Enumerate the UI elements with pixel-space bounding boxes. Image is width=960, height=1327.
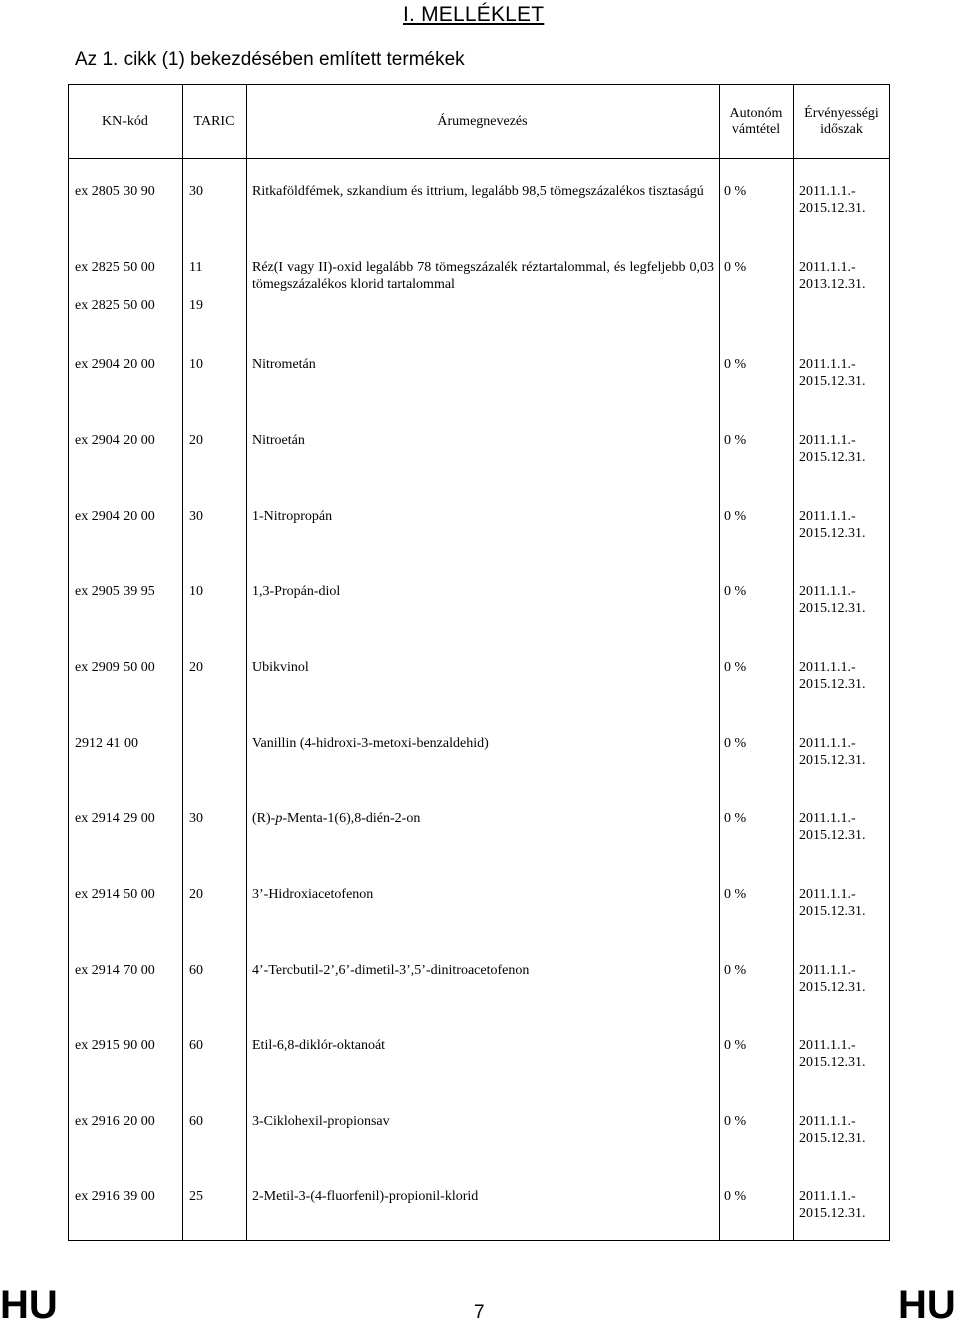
header-kn-code: KN-kód bbox=[102, 114, 148, 129]
description-cell: Réz(I vagy II)-oxid legalább 78 tömegszázalék réztartalommal, és legfeljebb 0,03 tömegszázalékos klorid tartalommal bbox=[252, 260, 714, 292]
kn-code-cell: ex 2904 20 00 bbox=[75, 357, 155, 372]
description-cell: Nitrometán bbox=[252, 357, 316, 372]
rate-cell: 0 % bbox=[724, 887, 747, 902]
validity-from-cell: 2011.1.1.- bbox=[799, 963, 856, 978]
kn-code-cell-second: ex 2825 50 00 bbox=[75, 298, 155, 313]
kn-code-cell: ex 2904 20 00 bbox=[75, 509, 155, 524]
validity-to-cell: 2015.12.31. bbox=[799, 1055, 866, 1070]
validity-from-cell: 2011.1.1.- bbox=[799, 1114, 856, 1129]
validity-from-cell: 2011.1.1.- bbox=[799, 736, 856, 751]
rate-cell: 0 % bbox=[724, 963, 747, 978]
validity-to-cell: 2015.12.31. bbox=[799, 601, 866, 616]
rate-cell: 0 % bbox=[724, 357, 747, 372]
validity-from-cell: 2011.1.1.- bbox=[799, 260, 856, 275]
validity-from-cell: 2011.1.1.- bbox=[799, 811, 856, 826]
validity-from-cell: 2011.1.1.- bbox=[799, 184, 856, 199]
taric-cell: 30 bbox=[189, 509, 203, 524]
validity-from-cell: 2011.1.1.- bbox=[799, 1189, 856, 1204]
validity-to-cell: 2015.12.31. bbox=[799, 828, 866, 843]
description-prefix: (R)- bbox=[252, 811, 276, 826]
validity-to-cell: 2015.12.31. bbox=[799, 904, 866, 919]
rate-cell: 0 % bbox=[724, 509, 747, 524]
taric-cell: 20 bbox=[189, 433, 203, 448]
column-divider-description bbox=[246, 84, 247, 1241]
kn-code-cell: ex 2905 39 95 bbox=[75, 584, 155, 599]
header-taric: TARIC bbox=[193, 114, 235, 129]
kn-code-cell: ex 2909 50 00 bbox=[75, 660, 155, 675]
description-cell: 3-Ciklohexil-propionsav bbox=[252, 1114, 390, 1129]
taric-cell: 10 bbox=[189, 584, 203, 599]
validity-to-cell: 2013.12.31. bbox=[799, 277, 866, 292]
validity-from-cell: 2011.1.1.- bbox=[799, 584, 856, 599]
description-cell: 1,3-Propán-diol bbox=[252, 584, 341, 599]
description-cell: Ubikvinol bbox=[252, 660, 309, 675]
kn-code-cell: 2912 41 00 bbox=[75, 736, 138, 751]
footer-language-code-right: HU bbox=[898, 1283, 956, 1327]
taric-cell: 60 bbox=[189, 1038, 203, 1053]
taric-cell: 11 bbox=[189, 260, 203, 275]
rate-cell: 0 % bbox=[724, 433, 747, 448]
header-rate-line1: Autonóm bbox=[729, 106, 783, 121]
validity-to-cell: 2015.12.31. bbox=[799, 201, 866, 216]
taric-cell: 60 bbox=[189, 963, 203, 978]
rate-cell: 0 % bbox=[724, 811, 747, 826]
validity-to-cell: 2015.12.31. bbox=[799, 374, 866, 389]
rate-cell: 0 % bbox=[724, 260, 747, 275]
validity-from-cell: 2011.1.1.- bbox=[799, 660, 856, 675]
validity-to-cell: 2015.12.31. bbox=[799, 1206, 866, 1221]
validity-to-cell: 2015.12.31. bbox=[799, 526, 866, 541]
validity-to-cell: 2015.12.31. bbox=[799, 450, 866, 465]
description-cell: 2-Metil-3-(4-fluorfenil)-propionil-klorid bbox=[252, 1189, 479, 1204]
footer-language-code-left: HU bbox=[0, 1283, 58, 1327]
description-cell: 3’-Hidroxiacetofenon bbox=[252, 887, 374, 902]
taric-cell: 20 bbox=[189, 887, 203, 902]
annex-title: I. MELLÉKLET bbox=[403, 3, 545, 26]
taric-cell-second: 19 bbox=[189, 298, 203, 313]
rate-cell: 0 % bbox=[724, 1189, 747, 1204]
taric-cell: 10 bbox=[189, 357, 203, 372]
taric-cell: 20 bbox=[189, 660, 203, 675]
rate-cell: 0 % bbox=[724, 584, 747, 599]
taric-cell: 30 bbox=[189, 811, 203, 826]
kn-code-cell: ex 2805 30 90 bbox=[75, 184, 155, 199]
validity-from-cell: 2011.1.1.- bbox=[799, 357, 856, 372]
taric-cell: 25 bbox=[189, 1189, 203, 1204]
taric-cell: 30 bbox=[189, 184, 203, 199]
page-subtitle: Az 1. cikk (1) bekezdésében említett termékek bbox=[75, 49, 465, 70]
header-rate bbox=[719, 106, 793, 138]
header-validity bbox=[793, 106, 890, 138]
kn-code-cell: ex 2916 20 00 bbox=[75, 1114, 155, 1129]
header-validity-line1: Érvényességi bbox=[804, 106, 879, 121]
page-number: 7 bbox=[474, 1302, 485, 1323]
description-cell bbox=[252, 810, 420, 827]
description-cell: 4’-Tercbutil-2’,6’-dimetil-3’,5’-dinitroacetofenon bbox=[252, 963, 530, 978]
description-suffix: -Menta-1(6),8-dién-2-on bbox=[282, 811, 421, 826]
kn-code-cell: ex 2914 29 00 bbox=[75, 811, 155, 826]
column-divider-taric bbox=[182, 84, 183, 1241]
description-italic: p bbox=[275, 811, 283, 826]
validity-to-cell: 2015.12.31. bbox=[799, 677, 866, 692]
header-rate-line2: vámtétel bbox=[731, 122, 781, 137]
rate-cell: 0 % bbox=[724, 184, 747, 199]
kn-code-cell: ex 2904 20 00 bbox=[75, 433, 155, 448]
kn-code-cell: ex 2916 39 00 bbox=[75, 1189, 155, 1204]
validity-from-cell: 2011.1.1.- bbox=[799, 1038, 856, 1053]
validity-to-cell: 2015.12.31. bbox=[799, 980, 866, 995]
kn-code-cell: ex 2914 50 00 bbox=[75, 887, 155, 902]
description-cell: Nitroetán bbox=[252, 433, 305, 448]
rate-cell: 0 % bbox=[724, 1114, 747, 1129]
validity-to-cell: 2015.12.31. bbox=[799, 753, 866, 768]
column-divider-validity bbox=[793, 84, 794, 1241]
header-divider bbox=[68, 158, 890, 159]
rate-cell: 0 % bbox=[724, 1038, 747, 1053]
validity-from-cell: 2011.1.1.- bbox=[799, 433, 856, 448]
description-cell: Vanillin (4-hidroxi-3-metoxi-benzaldehid) bbox=[252, 736, 489, 751]
header-description: Árumegnevezés bbox=[437, 114, 528, 129]
column-divider-rate bbox=[719, 84, 720, 1241]
taric-cell: 60 bbox=[189, 1114, 203, 1129]
validity-to-cell: 2015.12.31. bbox=[799, 1131, 866, 1146]
header-validity-line2: időszak bbox=[820, 122, 863, 137]
validity-from-cell: 2011.1.1.- bbox=[799, 509, 856, 524]
kn-code-cell: ex 2915 90 00 bbox=[75, 1038, 155, 1053]
rate-cell: 0 % bbox=[724, 736, 747, 751]
description-cell: Etil-6,8-diklór-oktanoát bbox=[252, 1038, 386, 1053]
validity-from-cell: 2011.1.1.- bbox=[799, 887, 856, 902]
description-cell: 1-Nitropropán bbox=[252, 509, 333, 524]
kn-code-cell: ex 2825 50 00 bbox=[75, 260, 155, 275]
description-cell: Ritkaföldfémek, szkandium és ittrium, legalább 98,5 tömegszázalékos tisztaságú bbox=[252, 184, 704, 199]
kn-code-cell: ex 2914 70 00 bbox=[75, 963, 155, 978]
rate-cell: 0 % bbox=[724, 660, 747, 675]
